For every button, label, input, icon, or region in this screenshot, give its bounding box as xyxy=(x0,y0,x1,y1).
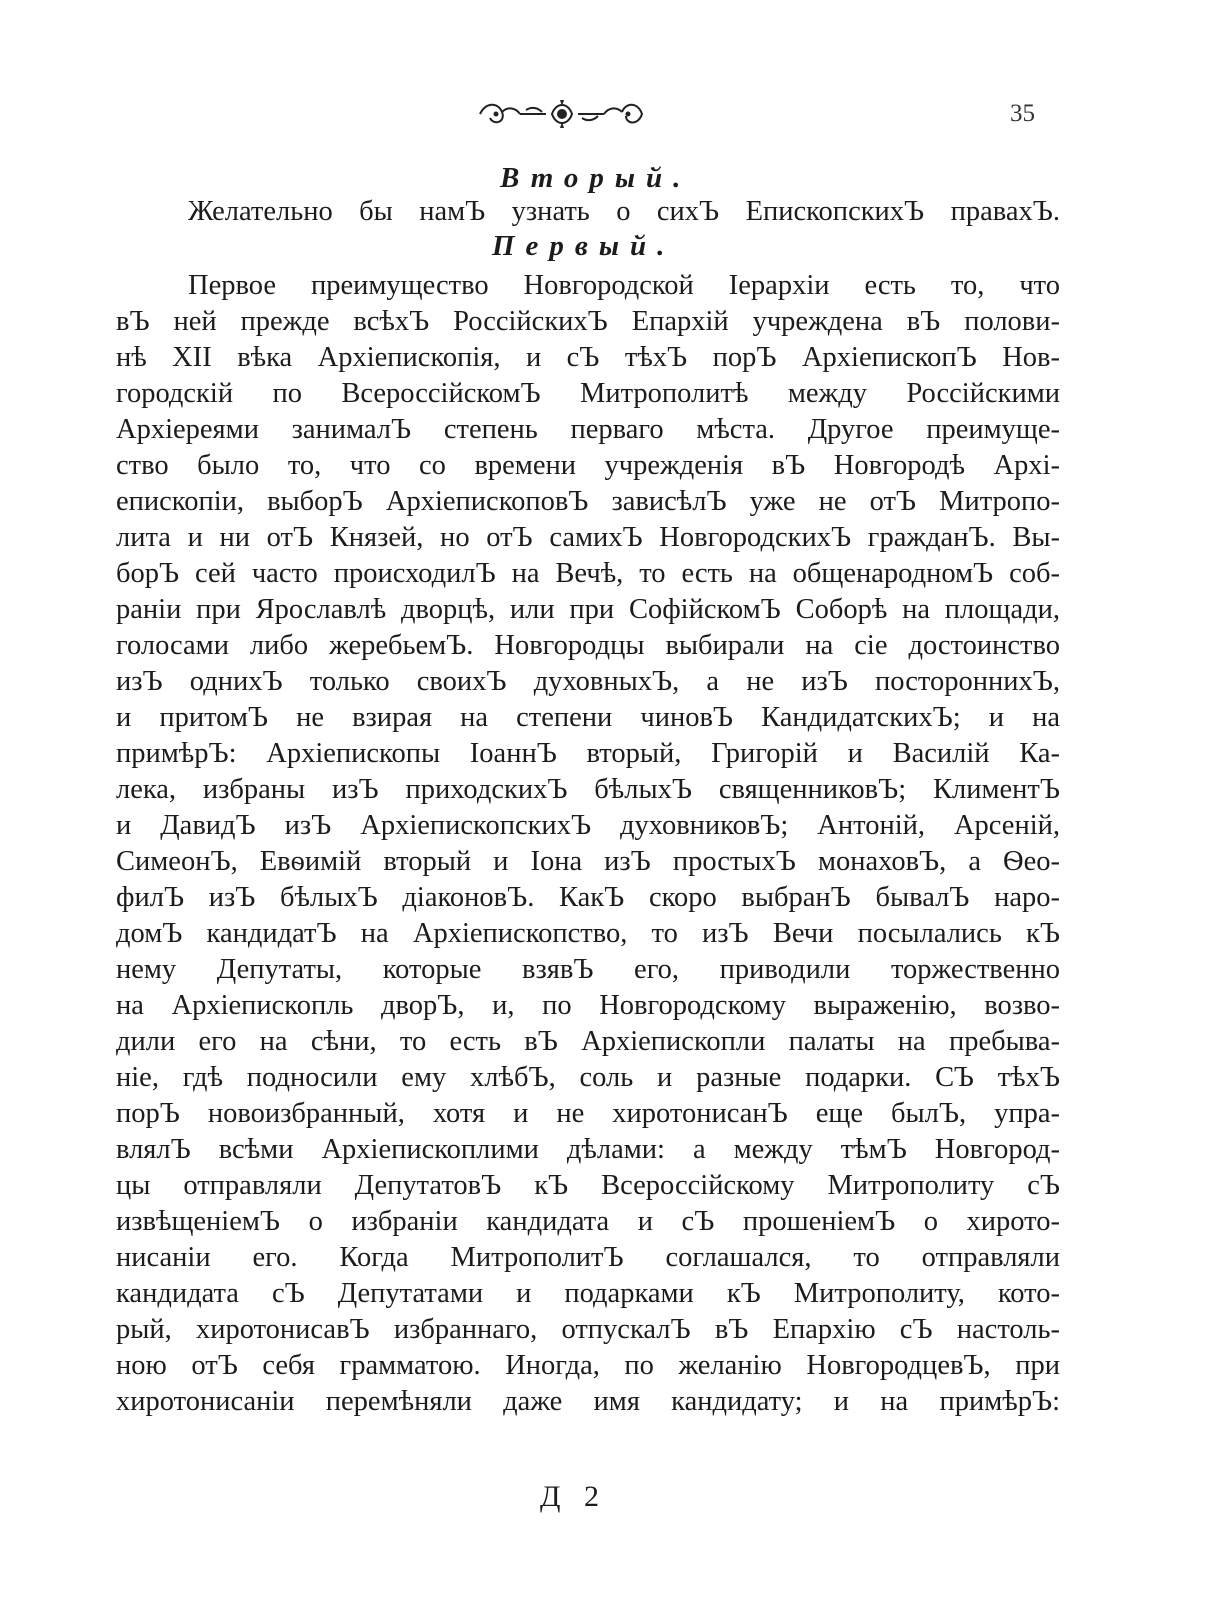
paragraph-line: СимеонЪ, Евѳимiй вторый и Iона изЪ простыхЪ монаховЪ, а Ѳео- xyxy=(116,846,1060,877)
signature-mark: Д 2 xyxy=(540,1480,607,1513)
paragraph-line: нему Депутаты, которые взявЪ его, приводили торжественно xyxy=(116,954,1060,985)
paragraph-line: Архiереями занималЪ степень перваго мѣста. Другое преимуще- xyxy=(116,414,1060,445)
paragraph-line: хиротонисанiи перемѣняли даже имя кандидату; и на примѣрЪ: xyxy=(116,1386,1060,1417)
paragraph-line: и ДавидЪ изЪ АрхiепископскихЪ духовниковЪ; Антонiй, Арсенiй, xyxy=(116,810,1060,841)
paragraph-line: лита и ни отЪ Князей, но отЪ самихЪ НовгородскихЪ гражданЪ. Вы- xyxy=(116,522,1060,553)
paragraph-line: ранiи при Ярославлѣ дворцѣ, или при СофiйскомЪ Соборѣ на площади, xyxy=(116,594,1060,625)
paragraph-line: борЪ сей часто происходилЪ на Вечѣ, то есть на общенародномЪ соб- xyxy=(116,558,1060,589)
paragraph-line: вЪ ней прежде всѣхЪ РоссiйскихЪ Епархiй учреждена вЪ полови- xyxy=(116,306,1060,337)
paragraph-line: ною отЪ себя грамматою. Иногда, по желанiю НовгородцевЪ, при xyxy=(116,1350,1060,1381)
paragraph-line: на Архiепископль дворЪ, и, по Новгородскому выраженiю, возво- xyxy=(116,990,1060,1021)
paragraph-line: нiе, гдѣ подносили ему хлѣбЪ, соль и разные подарки. СЪ тѣхЪ xyxy=(116,1062,1060,1093)
paragraph-line: влялЪ всѣми Архiепископлими дѣлами: а между тѣмЪ Новгород- xyxy=(116,1134,1060,1165)
paragraph-line: изЪ однихЪ только своихЪ духовныхЪ, а не изЪ постороннихЪ, xyxy=(116,666,1060,697)
paragraph-line: домЪ кандидатЪ на Архiепископство, то изЪ Вечи посылались кЪ xyxy=(116,918,1060,949)
speaker-label-second: Вторый. xyxy=(500,162,692,194)
ornamental-headpiece xyxy=(476,96,648,132)
paragraph-line: извѣщенiемЪ о избранiи кандидата и сЪ прошенiемЪ о хирото- xyxy=(116,1206,1060,1237)
paragraph-line: рый, хиротонисавЪ избраннаго, отпускалЪ вЪ Епархiю сЪ настоль- xyxy=(116,1314,1060,1345)
paragraph-line: кандидата сЪ Депутатами и подарками кЪ Митрополиту, кото- xyxy=(116,1278,1060,1309)
paragraph-line: и притомЪ не взирая на степени чиновЪ КандидатскихЪ; и на xyxy=(116,702,1060,733)
paragraph-line: нисанiи его. Когда МитрополитЪ соглашался, то отправляли xyxy=(116,1242,1060,1273)
paragraph-line: порЪ новоизбранный, хотя и не хиротонисанЪ еще былЪ, упра- xyxy=(116,1098,1060,1129)
paragraph-line: примѣрЪ: Архiепископы IоаннЪ вторый, Григорiй и Василiй Ка- xyxy=(116,738,1060,769)
speaker-label-first: Первый. xyxy=(492,230,676,262)
paragraph-line: филЪ изЪ бѣлыхЪ дiаконовЪ. КакЪ скоро выбранЪ бывалЪ наро- xyxy=(116,882,1060,913)
paragraph-line: Первое преимущество Новгородской Iерархiи есть то, что xyxy=(188,270,1060,301)
paragraph-line: цы отправляли ДепутатовЪ кЪ Всероссiйскому Митрополиту сЪ xyxy=(116,1170,1060,1201)
paragraph-line: ство было то, что со времени учрежденiя вЪ Новгородѣ Архi- xyxy=(116,450,1060,481)
page-number: 35 xyxy=(1010,100,1035,127)
paragraph-line: дили его на сѣни, то есть вЪ Архiепископли палаты на пребыва- xyxy=(116,1026,1060,1057)
paragraph-line: епископiи, выборЪ АрхiепископовЪ зависѣлЪ уже не отЪ Митропо- xyxy=(116,486,1060,517)
paragraph-line: нѣ XII вѣка Архiепископiя, и сЪ тѣхЪ порЪ АрхiепископЪ Нов- xyxy=(116,342,1060,373)
paragraph-line: лека, избраны изЪ приходскихЪ бѣлыхЪ священниковЪ; КлиментЪ xyxy=(116,774,1060,805)
paragraph-line: городскiй по ВсероссiйскомЪ Митрополитѣ между Россiйскими xyxy=(116,378,1060,409)
question-line: Желательно бы намЪ узнать о сихЪ ЕпископскихЪ правахЪ. xyxy=(188,196,1060,227)
paragraph-line: голосами либо жеребьемЪ. Новгородцы выбирали на сiе достоинство xyxy=(116,630,1060,661)
